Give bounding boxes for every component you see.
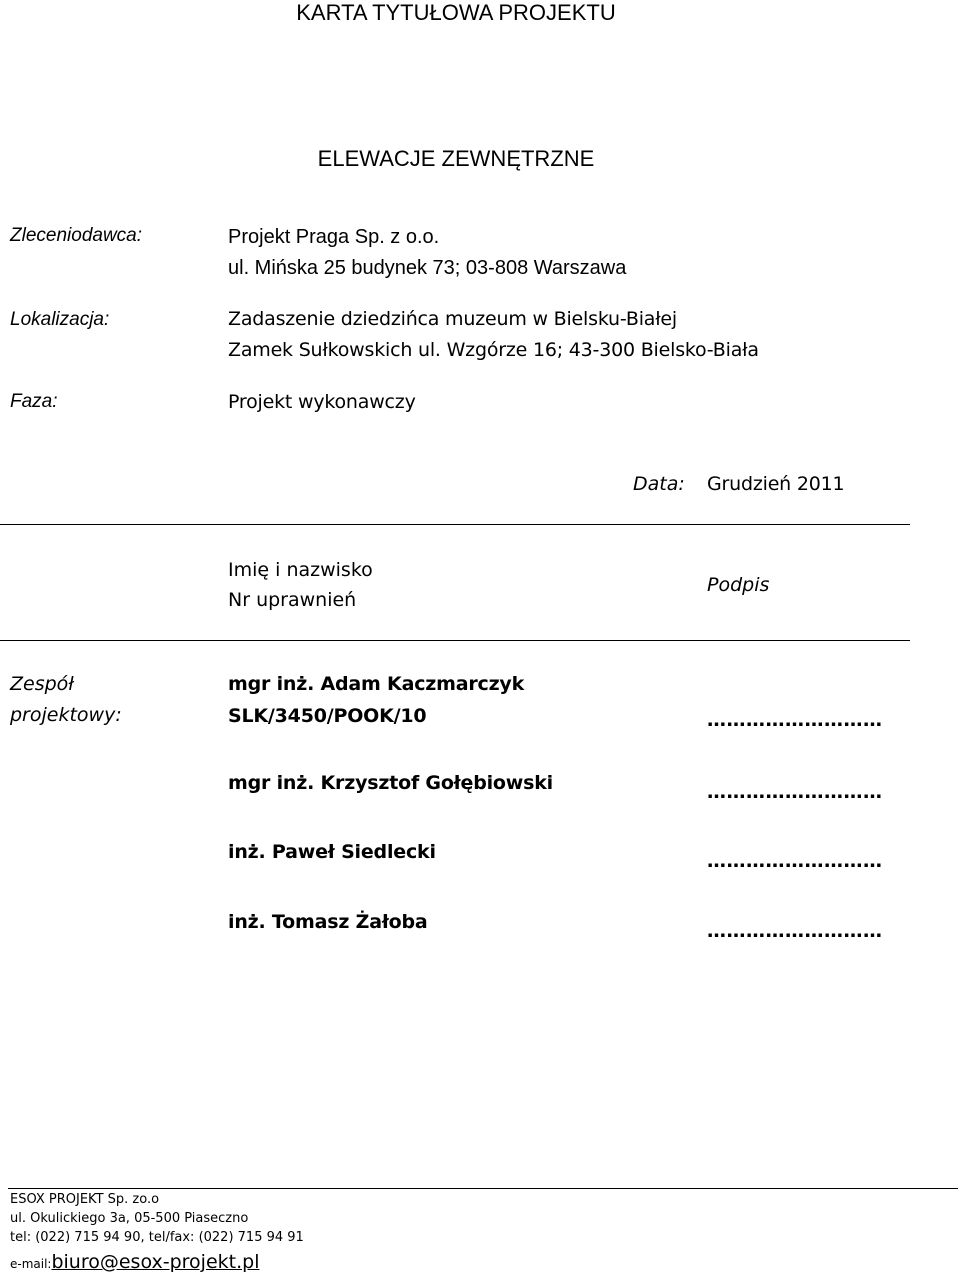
member-name: mgr inż. Krzysztof Gołębiowski [228, 772, 553, 794]
document-title: KARTA TYTUŁOWA PROJEKTU [296, 0, 616, 25]
date-label: Data: [633, 473, 685, 495]
phase-label: Faza: [10, 391, 58, 412]
member-name: inż. Paweł Siedlecki [228, 841, 436, 863]
footer-email-label: e-mail: [10, 1257, 52, 1271]
footer-phone: tel: (022) 715 94 90, tel/fax: (022) 715 94 91 [10, 1230, 304, 1245]
team-label-line1: Zespół [10, 673, 74, 695]
divider-header [0, 640, 910, 641]
member-license: SLK/3450/POOK/10 [228, 705, 427, 727]
team-label-line2: projektowy: [10, 704, 122, 726]
signature-column-label: Podpis [707, 574, 770, 596]
footer-company: ESOX PROJEKT Sp. zo.o [10, 1192, 160, 1207]
footer-email-row [10, 1250, 259, 1274]
license-column-label: Nr uprawnień [228, 589, 357, 611]
location-label: Lokalizacja: [10, 309, 110, 330]
date-value: Grudzień 2011 [707, 473, 845, 495]
footer-address: ul. Okulickiego 3a, 05-500 Piaseczno [10, 1211, 249, 1226]
divider-top [0, 524, 910, 525]
signature-line: ……………………… [707, 781, 883, 803]
client-address: ul. Mińska 25 budynek 73; 03-808 Warszawa [228, 257, 627, 279]
signature-line: ……………………… [707, 920, 883, 942]
footer-divider [8, 1188, 958, 1189]
signature-line: ……………………… [707, 709, 883, 731]
client-label: Zleceniodawca: [10, 225, 143, 246]
footer-email-link[interactable]: biuro@esox-projekt.pl [51, 1251, 260, 1273]
location-line2: Zamek Sułkowskich ul. Wzgórze 16; 43-300 Bielsko-Biała [228, 339, 759, 361]
member-name: mgr inż. Adam Kaczmarczyk [228, 673, 525, 695]
member-name: inż. Tomasz Żałoba [228, 911, 428, 933]
document-subtitle: ELEWACJE ZEWNĘTRZNE [317, 146, 595, 171]
name-column-label: Imię i nazwisko [228, 559, 373, 581]
client-name: Projekt Praga Sp. z o.o. [228, 226, 440, 248]
location-line1: Zadaszenie dziedzińca muzeum w Bielsku-Białej [228, 308, 677, 330]
phase-value: Projekt wykonawczy [228, 391, 416, 413]
signature-line: ……………………… [707, 850, 883, 872]
